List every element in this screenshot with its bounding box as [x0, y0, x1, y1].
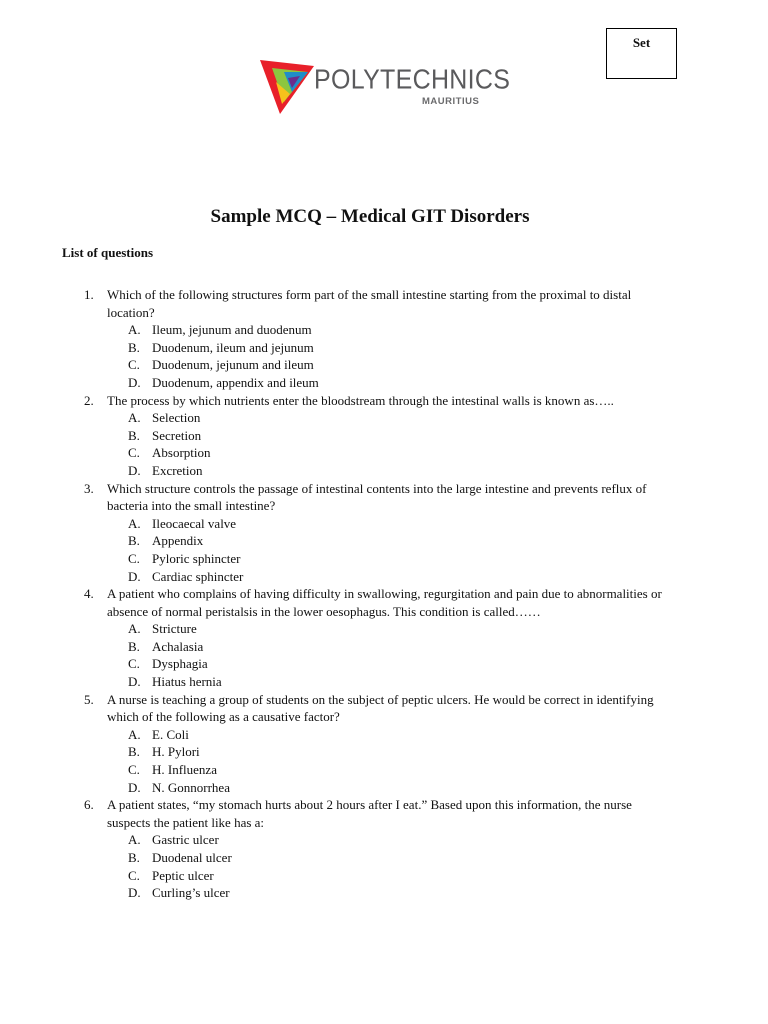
option-text: H. Influenza	[152, 762, 217, 778]
option-letter: A.	[128, 322, 141, 338]
question-list	[0, 286, 768, 902]
option-text: Duodenum, appendix and ileum	[152, 374, 319, 390]
logo-triangle-icon	[258, 54, 318, 118]
option-letter: B.	[128, 533, 140, 549]
option-text: Peptic ulcer	[152, 867, 214, 883]
option-text: Ileum, jejunum and duodenum	[152, 322, 312, 338]
answer-option	[0, 427, 768, 445]
option-text: N. Gonnorrhea	[152, 779, 230, 795]
option-text: Duodenal ulcer	[152, 850, 232, 865]
option-text: Ileocaecal valve	[152, 515, 237, 531]
question-text: A patient states, “my stomach hurts about 2 hours after I eat.” Based upon this information, the nurse suspects the patient like has a:	[107, 797, 632, 830]
option-text: Duodenum, ileum and jejunum	[152, 339, 314, 355]
option-text: H. Pylori	[152, 744, 200, 760]
option-text: Absorption	[152, 445, 211, 461]
question-number: 4.	[84, 586, 94, 602]
option-text: Pyloric sphincter	[152, 550, 241, 566]
option-text: Achalasia	[152, 638, 204, 654]
option-text: Dysphagia	[152, 656, 208, 672]
option-letter: D.	[128, 568, 141, 584]
option-letter: A.	[128, 832, 141, 848]
answer-option	[0, 638, 768, 656]
option-letter: C.	[128, 550, 140, 566]
answer-option	[0, 550, 768, 568]
question-number: 3.	[84, 480, 94, 496]
list-heading: List of questions	[62, 245, 154, 260]
option-letter: C.	[128, 867, 140, 883]
question-item	[0, 796, 768, 902]
answer-option	[0, 444, 768, 462]
set-box	[606, 28, 677, 79]
option-letter: A.	[128, 515, 141, 531]
question-number: 5.	[84, 691, 94, 707]
question-text: Which structure controls the passage of intestinal contents into the large intestine and prevents reflux of bacteria into the small intestine?	[107, 480, 647, 514]
answer-option	[0, 321, 768, 339]
option-text: Hiatus hernia	[152, 674, 222, 690]
question-text: A patient who complains of having difficulty in swallowing, regurgitation and pain due to abnormalities or absence of normal peristalsis in the lower oesophagus. This condition is called……	[107, 586, 662, 619]
polytechnics-logo	[258, 54, 511, 118]
option-letter: B.	[128, 638, 140, 654]
answer-option	[0, 374, 768, 392]
answer-option	[0, 515, 768, 533]
option-letter: B.	[128, 850, 140, 865]
answer-option	[0, 655, 768, 673]
option-letter: A.	[128, 410, 141, 426]
option-text: Duodenum, jejunum and ileum	[152, 357, 314, 373]
option-text: Secretion	[152, 427, 202, 443]
question-number: 1.	[84, 287, 94, 302]
logo-subtitle: MAURITIUS	[422, 96, 480, 107]
question-text: Which of the following structures form part of the small intestine starting from the proximal to distal location?	[107, 287, 632, 320]
option-letter: B.	[128, 427, 140, 443]
question-item	[0, 691, 768, 797]
option-letter: B.	[128, 339, 140, 355]
answer-option	[0, 726, 768, 744]
question-text: The process by which nutrients enter the bloodstream through the intestinal walls is known as…..	[107, 392, 614, 408]
option-letter: C.	[128, 656, 140, 672]
set-label: Set	[632, 35, 651, 50]
option-text: Excretion	[152, 462, 203, 478]
option-letter: A.	[128, 621, 141, 637]
question-number: 2.	[84, 392, 94, 408]
answer-option	[0, 409, 768, 427]
question-item	[0, 286, 768, 392]
option-letter: B.	[128, 744, 140, 760]
option-letter: C.	[128, 445, 140, 461]
option-text: Curling’s ulcer	[152, 885, 230, 901]
question-text: A nurse is teaching a group of students on the subject of peptic ulcers. He would be correct in identifying which of the following as a causative factor?	[107, 691, 654, 725]
answer-option	[0, 831, 768, 849]
answer-option	[0, 356, 768, 374]
option-text: Stricture	[152, 621, 197, 637]
answer-option	[0, 568, 768, 586]
option-letter: D.	[128, 674, 141, 690]
answer-option	[0, 849, 768, 867]
option-letter: D.	[128, 779, 141, 795]
option-letter: D.	[128, 374, 141, 390]
option-letter: C.	[128, 357, 140, 373]
option-letter: C.	[128, 762, 140, 778]
option-letter: D.	[128, 462, 141, 478]
answer-option	[0, 779, 768, 797]
answer-option	[0, 884, 768, 902]
answer-option	[0, 339, 768, 357]
page-title: Sample MCQ – Medical GIT Disorders	[210, 206, 530, 227]
answer-option	[0, 761, 768, 779]
answer-option	[0, 673, 768, 691]
option-text: Appendix	[152, 533, 204, 549]
option-text: Selection	[152, 410, 201, 426]
answer-option	[0, 462, 768, 480]
option-text: Gastric ulcer	[152, 832, 219, 848]
option-text: E. Coli	[152, 726, 189, 742]
option-letter: D.	[128, 885, 141, 901]
question-item	[0, 392, 768, 480]
answer-option	[0, 867, 768, 885]
logo-wordmark: POLYTECHNICS	[314, 64, 511, 96]
option-text: Cardiac sphincter	[152, 568, 244, 584]
question-item	[0, 480, 768, 586]
question-number: 6.	[84, 797, 94, 813]
question-item	[0, 585, 768, 691]
answer-option	[0, 743, 768, 761]
answer-option	[0, 620, 768, 638]
option-letter: A.	[128, 726, 141, 742]
answer-option	[0, 532, 768, 550]
